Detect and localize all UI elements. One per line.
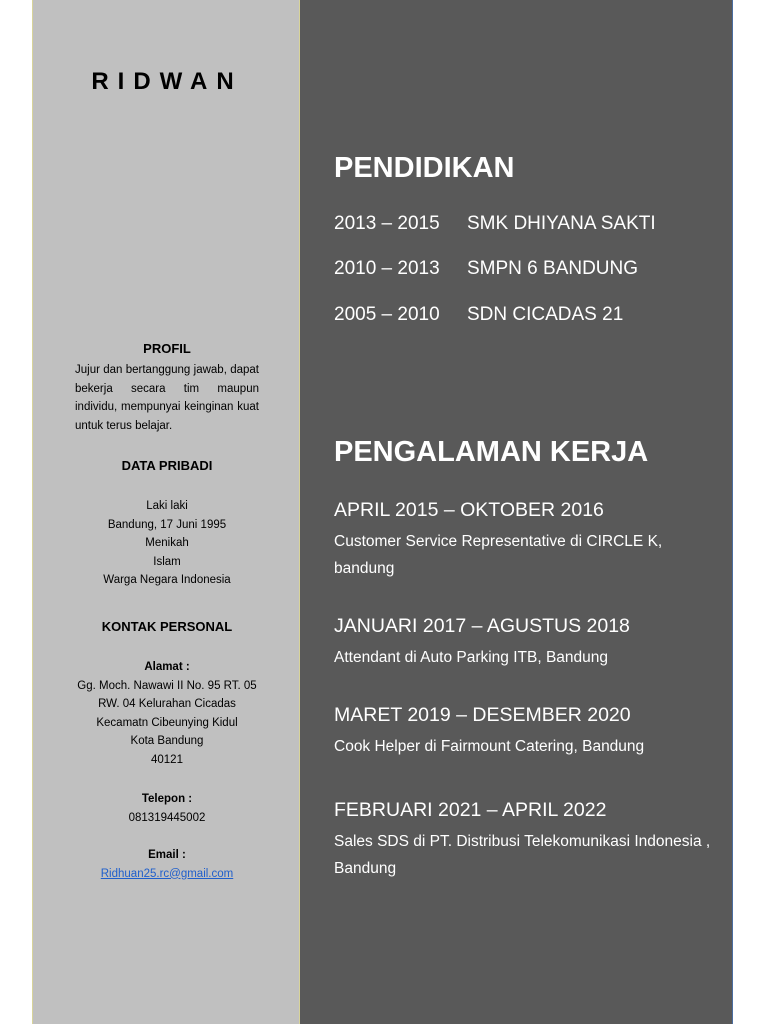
- data-pribadi-gender: Laki laki: [146, 500, 188, 512]
- profil-text: Jujur dan bertanggung jawab, dapat bekerja secara tim maupun individu, mempunyai keinginan kuat untuk terus belajar.: [75, 364, 259, 432]
- alamat-line: RW. 04 Kelurahan Cicadas: [98, 698, 236, 710]
- data-pribadi-heading: DATA PRIBADI: [121, 458, 213, 473]
- email-label: Email :: [148, 849, 186, 861]
- data-pribadi-birth: Bandung, 17 Juni 1995: [107, 518, 227, 531]
- alamat-label: Alamat :: [144, 661, 190, 673]
- job-description: Attendant di Auto Parking ITB, Bandung: [334, 649, 609, 666]
- main-content: [300, 0, 733, 1024]
- data-pribadi-marital: Menikah: [145, 537, 189, 549]
- data-pribadi-list: [33, 497, 301, 590]
- education-school: SDN CICADAS 21: [467, 304, 624, 325]
- email-link[interactable]: Ridhuan25.rc@gmail.com: [100, 867, 234, 880]
- kontak-heading: KONTAK PERSONAL: [101, 619, 233, 634]
- alamat-line: 40121: [151, 753, 183, 766]
- data-pribadi-religion: Islam: [153, 555, 181, 568]
- telepon-label: Telepon :: [141, 793, 193, 805]
- education-years: 2005 – 2010: [334, 304, 440, 325]
- job-description: Cook Helper di Fairmount Catering, Bandung: [334, 738, 645, 755]
- pengalaman-heading: PENGALAMAN KERJA: [334, 436, 649, 468]
- job-period: FEBRUARI 2021 – APRIL 2022: [334, 799, 607, 821]
- alamat-line: Gg. Moch. Nawawi II No. 95 RT. 05: [77, 679, 257, 692]
- alamat-line: Kecamatn Cibeunying Kidul: [96, 716, 238, 729]
- alamat-line: Kota Bandung: [130, 735, 204, 747]
- telepon-value: 081319445002: [128, 811, 206, 824]
- email-block: [33, 846, 301, 883]
- education-school: SMPN 6 BANDUNG: [467, 258, 639, 279]
- pendidikan-heading: PENDIDIKAN: [334, 152, 515, 184]
- education-item: [334, 258, 638, 280]
- education-school: SMK DHIYANA SAKTI: [467, 213, 656, 234]
- education-years: 2010 – 2013: [334, 258, 440, 279]
- person-name: RIDWAN: [91, 68, 243, 95]
- profil-heading: PROFIL: [143, 341, 191, 356]
- job-period: JANUARI 2017 – AGUSTUS 2018: [334, 615, 630, 637]
- education-item: [334, 213, 656, 235]
- education-years: 2013 – 2015: [334, 213, 440, 234]
- job-description: Sales SDS di PT. Distribusi Telekomunikasi Indonesia , Bandung: [334, 833, 711, 877]
- data-pribadi-nationality: Warga Negara Indonesia: [103, 574, 231, 586]
- job-period: MARET 2019 – DESEMBER 2020: [334, 704, 631, 726]
- alamat-block: [33, 658, 301, 769]
- sidebar: [32, 0, 300, 1024]
- education-item: [334, 304, 623, 326]
- telepon-block: [33, 790, 301, 827]
- job-period: APRIL 2015 – OKTOBER 2016: [334, 499, 604, 521]
- job-description: Customer Service Representative di CIRCLE K, bandung: [334, 533, 663, 577]
